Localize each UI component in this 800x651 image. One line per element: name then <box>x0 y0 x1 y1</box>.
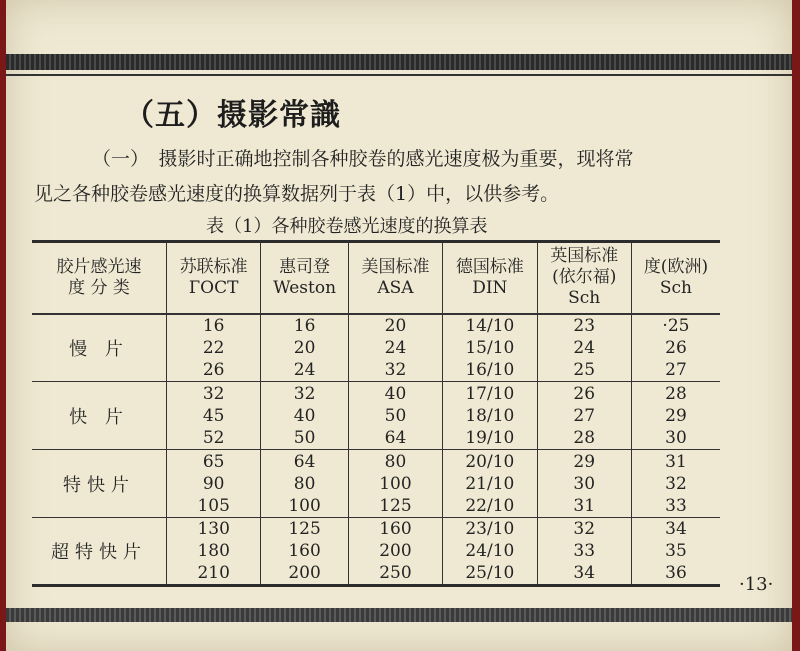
weston-cell: 125 160 200 <box>261 518 348 586</box>
header-europe: 度(欧洲) Sch <box>631 242 720 314</box>
gost-cell: 32 45 52 <box>167 382 261 450</box>
film-speed-table <box>32 240 720 587</box>
bottom-decorative-rule <box>6 608 792 622</box>
weston-cell: 16 20 24 <box>261 314 348 382</box>
din-cell: 14/10 15/10 16/10 <box>443 314 537 382</box>
table-header-row <box>32 242 720 314</box>
header-din: 德国标准 DIN <box>443 242 537 314</box>
europe-cell: 31 32 33 <box>631 450 720 518</box>
table-row-group-extra-fast <box>32 450 720 518</box>
table-row-group-fast <box>32 382 720 450</box>
header-gost: 苏联标准 ГОСТ <box>167 242 261 314</box>
din-cell: 17/10 18/10 19/10 <box>443 382 537 450</box>
gost-cell: 65 90 105 <box>167 450 261 518</box>
intro-paragraph <box>34 142 734 212</box>
table-caption: 表（1）各种胶卷感光速度的换算表 <box>206 216 488 237</box>
europe-cell: 34 35 36 <box>631 518 720 586</box>
header-ilford: 英国标准 (依尔福) Sch <box>537 242 631 314</box>
section-title: （五）摄影常識 <box>124 98 341 133</box>
table-row-group-slow <box>32 314 720 382</box>
header-weston: 惠司登 Weston <box>261 242 348 314</box>
asa-cell: 80 100 125 <box>348 450 442 518</box>
gost-cell: 16 22 26 <box>167 314 261 382</box>
asa-cell: 20 24 32 <box>348 314 442 382</box>
din-cell: 23/10 24/10 25/10 <box>443 518 537 586</box>
page-number: ·13· <box>739 574 774 595</box>
top-thin-rule <box>6 74 792 76</box>
header-category: 胶片感光速 度 分 类 <box>32 242 167 314</box>
asa-cell: 160 200 250 <box>348 518 442 586</box>
paragraph-line-1: （一） 摄影时正确地控制各种胶卷的感光速度极为重要，现将常 <box>92 148 634 170</box>
book-page <box>6 0 792 651</box>
ilford-cell: 32 33 34 <box>537 518 631 586</box>
din-cell: 20/10 21/10 22/10 <box>443 450 537 518</box>
ilford-cell: 26 27 28 <box>537 382 631 450</box>
europe-cell: 28 29 30 <box>631 382 720 450</box>
table-row-group-ultra-fast <box>32 518 720 586</box>
asa-cell: 40 50 64 <box>348 382 442 450</box>
paragraph-line-2: 见之各种胶卷感光速度的换算数据列于表（1）中，以供参考。 <box>34 183 560 205</box>
ilford-cell: 23 24 25 <box>537 314 631 382</box>
category-cell: 快 片 <box>32 382 167 450</box>
header-asa: 美国标准 ASA <box>348 242 442 314</box>
weston-cell: 64 80 100 <box>261 450 348 518</box>
ilford-cell: 29 30 31 <box>537 450 631 518</box>
category-cell: 慢 片 <box>32 314 167 382</box>
category-cell: 特快片 <box>32 450 167 518</box>
gost-cell: 130 180 210 <box>167 518 261 586</box>
category-cell: 超特快片 <box>32 518 167 586</box>
europe-cell: ·25 26 27 <box>631 314 720 382</box>
weston-cell: 32 40 50 <box>261 382 348 450</box>
top-decorative-rule <box>6 54 792 70</box>
